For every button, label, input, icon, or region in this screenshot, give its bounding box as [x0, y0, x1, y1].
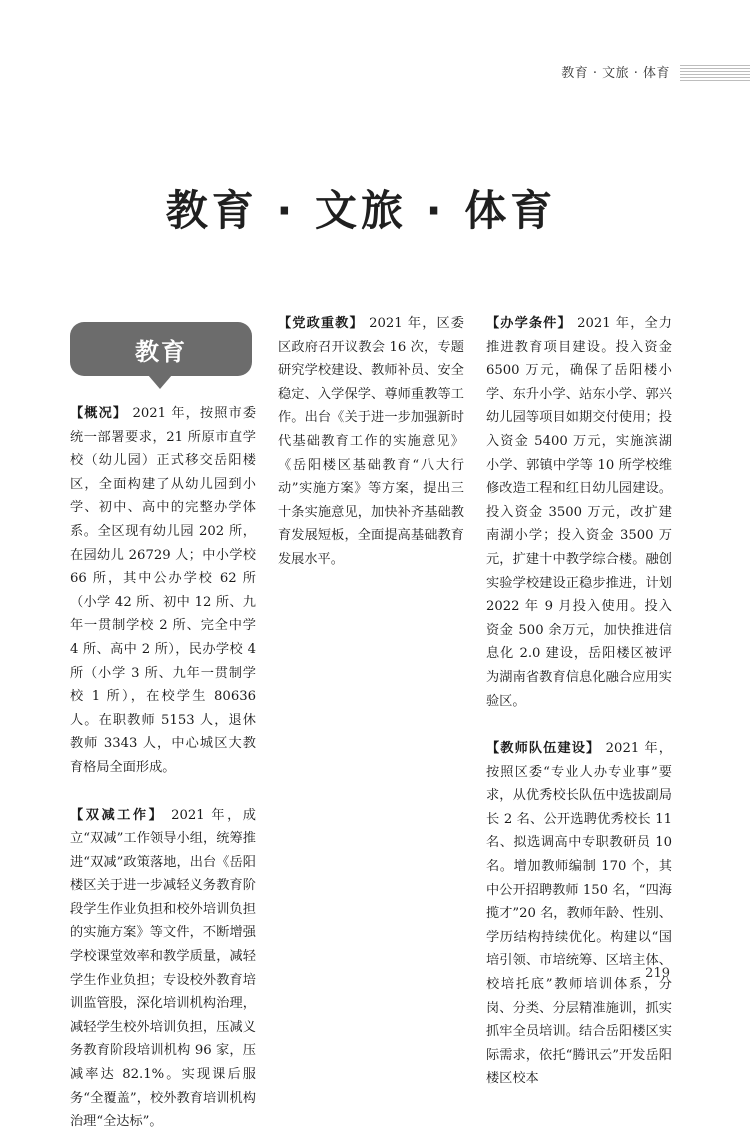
paragraph-double-reduction: [70, 804, 256, 1134]
column-1: [70, 402, 256, 1134]
paragraph-heading: 【教师队伍建设】: [486, 741, 601, 757]
column-3: [486, 312, 672, 1091]
paragraph-text: 2021 年，按照区委“专业人办专业事”要求，从优秀校长队伍中选拔副局长 2 名、公开选聘优秀校长 11 名、拟选调高中专职教研员 10 名。增加教师编制 170 个，其中公开招聘教师 150 名，“四海揽才”20 名，教师年龄、性别、学历结构持续优化。构建以“国培引领、市培统筹、区培主体、校培托底”教师培训体系，分岗、分类、分层精准施训，抓实抓牢全员培训。结合岳阳楼区实际需求，依托“腾讯云”开发岳阳楼区校本: [486, 741, 672, 1087]
paragraph-school-conditions: [486, 312, 672, 713]
section-badge: [70, 322, 252, 376]
running-head: 教育 · 文旅 · 体育: [561, 66, 670, 81]
page-title: 教育 · 文旅 · 体育: [165, 186, 557, 235]
paragraph-text: 2021 年，成立“双减”工作领导小组，统筹推进“双减”政策落地，出台《岳阳楼区关于进一步减轻义务教育阶段学生作业负担和校外培训负担的实施方案》等文件，不断增强学校课堂效率和教学质量，减轻学生作业负担；专设校外教育培训监管股，深化培训机构治理，减轻学生校外培训负担，压减义务教育阶段培训机构 96 家，压减率达 82.1%。实现课后服务“全覆盖”，校外教育培训机构治理“全达标”。: [70, 807, 256, 1130]
page-number: 219: [645, 966, 670, 981]
paragraph-text: 2021 年，全力推进教育项目建设。投入资金 6500 万元，确保了岳阳楼小学、东升小学、站东小学、郭兴幼儿园等项目如期交付使用；投入资金 5400 万元，实施滨湖小学、郭镇中学等 10 所学校维修改造工程和红日幼儿园建设。投入资金 3500 万元，改扩建南湖小学；投入资金 3500 万元，扩建十中教学综合楼。融创实验学校建设正稳步推进，计划 2022 年 9 月投入使用。投入资金 500 余万元，加快推进信息化 2.0 建设，岳阳楼区被评为湖南省教育信息化融合应用实验区。: [486, 316, 672, 709]
paragraph-heading: 【概况】: [70, 406, 128, 421]
section-badge-label: 教育: [135, 337, 187, 366]
paragraph-heading: 【办学条件】: [486, 316, 572, 331]
paragraph-heading: 【党政重教】: [278, 316, 364, 331]
paragraph-party-affairs: [278, 312, 464, 572]
paragraph-heading: 【双减工作】: [70, 807, 165, 823]
paragraph-text: 2021 年，区委区政府召开议教会 16 次，专题研究学校建设、教师补员、安全稳定、入学保学、尊师重教等工作。出台《关于进一步加强新时代基础教育工作的实施意见》《岳阳楼区基础教育“八大行动”实施方案》等方案，提出三十条实施意见，加快补齐基础教育发展短板，全面提高基础教育发展水平。: [278, 316, 464, 567]
paragraph-text: 2021 年，按照市委统一部署要求，21 所原市直学校（幼儿园）正式移交岳阳楼区，全面构建了从幼儿园到小学、初中、高中的完整办学体系。全区现有幼儿园 202 所，在园幼儿 26729 人；中小学校 66 所，其中公办学校 62 所（小学 42 所、初中 12 所、九年一贯制学校 2 所、完全中学 4 所、高中 2 所），民办学校 4 所（小学 3 所、九年一贯制学校 1 所），在校学生 80636 人。在职教师 5153 人，退休教师 3343 人，中心城区大教育格局全面形成。: [70, 406, 257, 775]
running-head-rule: [680, 65, 750, 81]
column-2: [278, 312, 464, 572]
paragraph-overview: [70, 402, 256, 780]
paragraph-teacher-team: [486, 737, 672, 1091]
